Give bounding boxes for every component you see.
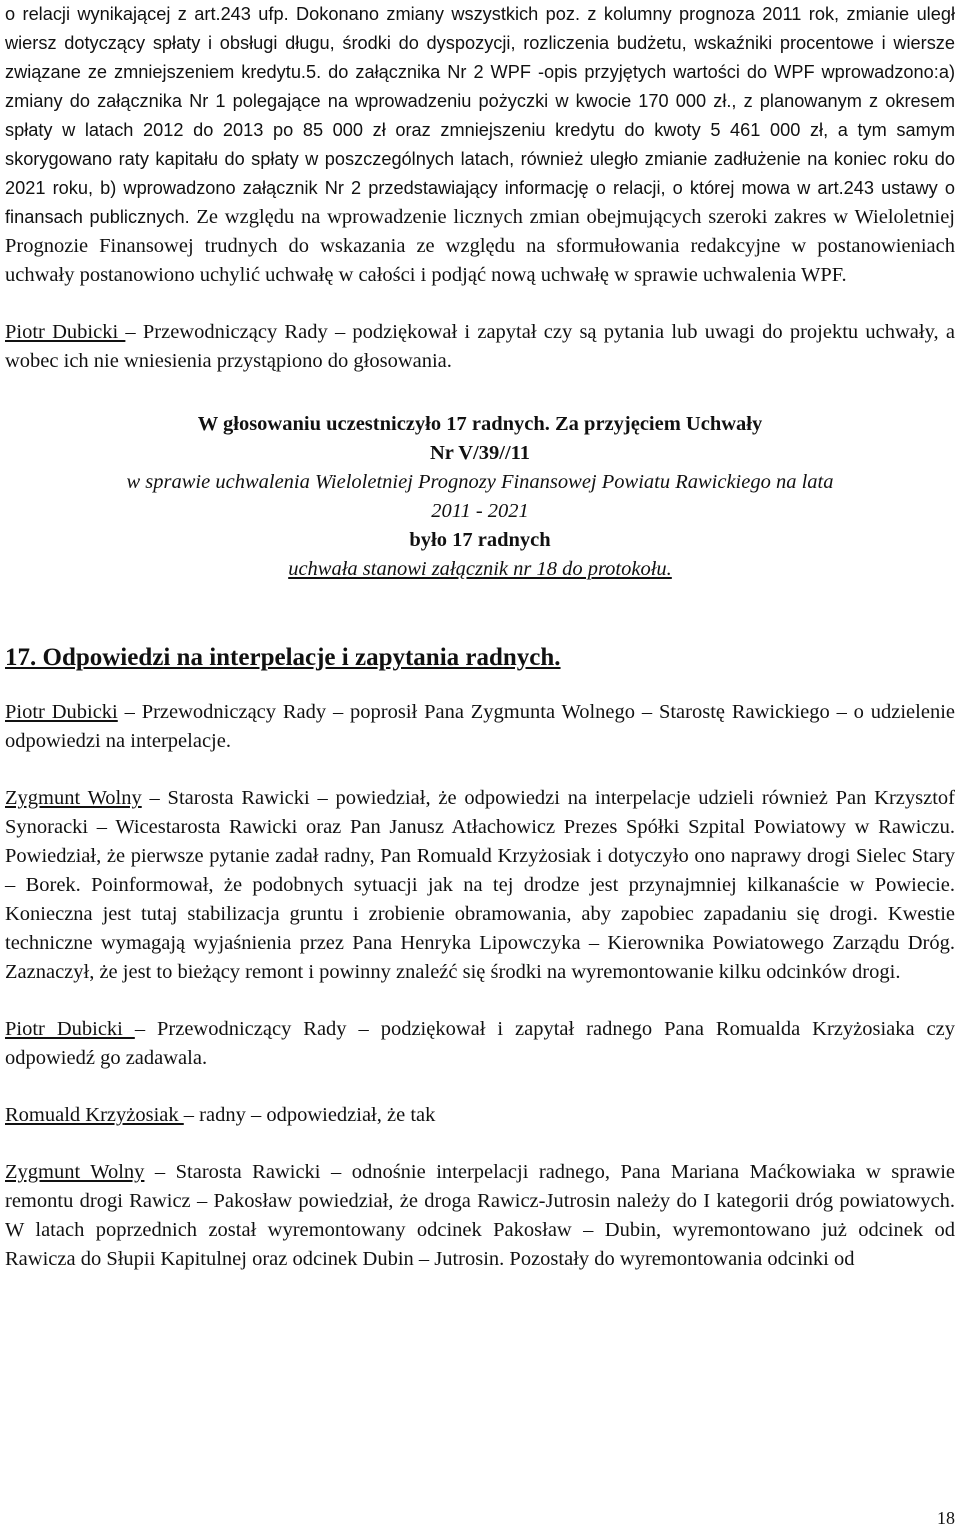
vote-count: było 17 radnych bbox=[409, 529, 551, 551]
section-heading: 17. Odpowiedzi na interpelacje i zapytania radnych. bbox=[5, 644, 561, 671]
text-wpf-changes-part2: , z planowanym z okresem spłaty w latach 2012 do 2013 po 85 000 zł oraz zmniejszeniu kredytu do kwoty 5 461 000 zł, a tym samym skorygowano raty kapitału do spłaty w poszczególnych latach, również uległo zmianie zadłużenie na koniec roku do 2021 roku, b) wprowadzono załącznik Nr 2 przedstawiający informację o relacji, o której mowa w art.243 ustawy o finansach publicznych. bbox=[5, 91, 955, 227]
resolution-subject: w sprawie uchwalenia Wieloletniej Prognozy Finansowej Powiatu Rawickiego na lata bbox=[126, 471, 834, 493]
paragraph-wpf-changes bbox=[5, 0, 955, 290]
paragraph-chairman-request bbox=[5, 698, 955, 756]
speaker-name: Piotr Dubicki bbox=[5, 701, 118, 723]
paragraph-councillor-reply bbox=[5, 1101, 955, 1130]
paragraph-starost-answer-2 bbox=[5, 1158, 955, 1274]
speech-text: – Przewodniczący Rady – poprosił Pana Zygmunta Wolnego – Starostę Rawickiego – o udzielenie odpowiedzi na interpelacje. bbox=[5, 701, 955, 752]
page-number: 18 bbox=[937, 1508, 955, 1528]
resolution-number: Nr V/39//11 bbox=[429, 442, 531, 464]
paragraph-chairman-followup bbox=[5, 1015, 955, 1073]
paragraph-starost-answer-1 bbox=[5, 784, 955, 987]
paragraph-chairman-question bbox=[5, 318, 955, 376]
vote-result-block bbox=[5, 406, 955, 584]
speech-text: – radny – odpowiedział, że tak bbox=[183, 1104, 436, 1126]
speech-text: – Starosta Rawicki – odnośnie interpelacji radnego, Pana Mariana Maćkowiaka w sprawie remontu drogi Rawicz – Pakosław powiedział, że droga Rawicz-Jutrosin należy do I kategorii dróg powiatowych. W latach poprzednich został wyremontowany odcinek Pakosław – Dubin, wyremontowano już odcinek od Rawicza do Słupii Kapitulnej oraz odcinek Dubin – Jutrosin. Pozostały do wyremontowania odcinki od bbox=[5, 1161, 956, 1270]
speaker-name: Romuald Krzyżosiak bbox=[5, 1104, 184, 1126]
attachment-note: uchwała stanowi załącznik nr 18 do protokołu. bbox=[288, 558, 672, 580]
speaker-name: Zygmunt Wolny bbox=[5, 1161, 145, 1183]
vote-participants: W głosowaniu uczestniczyło 17 radnych. Za przyjęciem Uchwały bbox=[197, 413, 763, 435]
speaker-name: Zygmunt Wolny bbox=[5, 787, 142, 809]
speech-text: – Starosta Rawicki – powiedział, że odpowiedzi na interpelacje udzieli również Pan Krzysztof Synoracki – Wicestarosta Rawicki oraz Pan Janusz Atłachowicz Prezes Spółki Szpital Powiatowy w Rawiczu. Powiedział, że pierwsze pytanie zadał radny, Pan Romuald Krzyżosiak i dotyczyło ono naprawy drogi Sielec Stary – Borek. Poinformował, że podobnych sytuacji jak na tej drodze jest przynajmniej kilkanaście w Powiecie. Konieczna jest tutaj stabilizacja gruntu i zrobienie obramowania, aby zapobiec zapadaniu się drogi. Kwestie techniczne wymagają wyjaśnienia przez Pana Henryka Lipowczyka – Kierownika Powiatowego Zarządu Dróg. Zaznaczył, że jest to bieżący remont i powinny znaleźć się środki na wyremontowanie kilku odcinków drogi. bbox=[5, 787, 955, 983]
resolution-years: 2011 - 2021 bbox=[431, 500, 529, 522]
speaker-name: Piotr Dubicki bbox=[5, 321, 126, 343]
speech-text: – Przewodniczący Rady – podziękował i zapytał czy są pytania lub uwagi do projektu uchwały, a wobec ich nie wniesienia przystąpiono do głosowania. bbox=[5, 321, 955, 372]
speech-text: – Przewodniczący Rady – podziękował i zapytał radnego Pana Romualda Krzyżosiaka czy odpowiedź go zadawala. bbox=[5, 1018, 955, 1069]
speaker-name: Piotr Dubicki bbox=[5, 1018, 135, 1040]
text-wpf-changes-part1: o relacji wynikającej z art.243 ufp. Dokonano zmiany wszystkich poz. z kolumny prognoza 2011 rok, zmianie uległ wiersz dotyczący spłaty i obsługi długu, środki do dyspozycji, rozliczenia budżetu, wskaźniki procentowe i wiersze związane ze zmniejszeniem kredytu.5. do załącznika Nr 2 WPF -opis przyjętych wartości do WPF wprowadzono:a) zmiany do załącznika Nr 1 polegające na wprowadzeniu pożyczki w kwocie 170 000 zł. bbox=[5, 4, 955, 111]
document-page bbox=[5, 0, 955, 1274]
text-wpf-changes-part3: Ze względu na wprowadzenie licznych zmian obejmujących szeroki zakres w Wieloletniej Prognozie Finansowej trudnych do wskazania ze względu na sformułowania redakcyjne w postanowieniach uchwały postanowiono uchylić uchwałę w całości i podjąć nową uchwałę w sprawie uchwalenia WPF. bbox=[5, 206, 955, 286]
